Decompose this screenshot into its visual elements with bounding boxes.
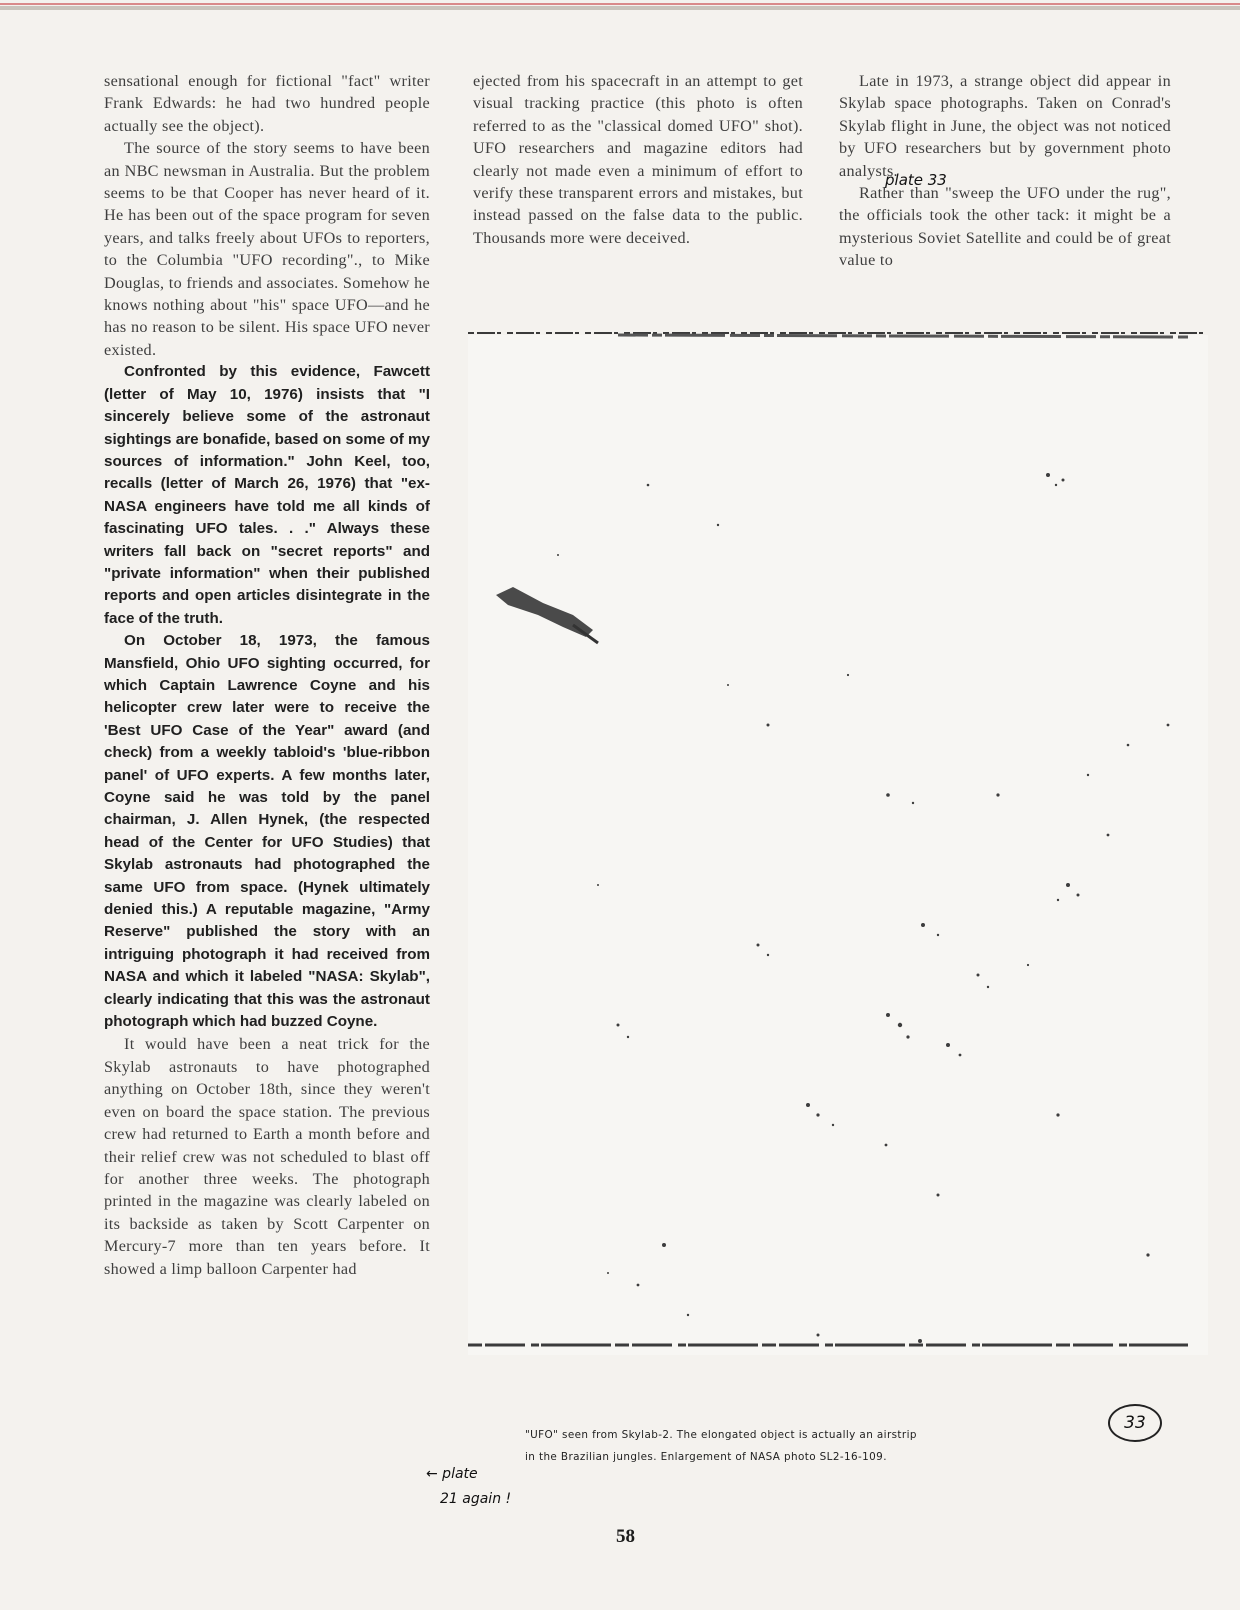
middle-paragraph-1: ejected from his spacecraft in an attempt to get visual tracking practice (this photo is often referred to as the "classical domed UFO" shot). UFO researchers and magazine editors had clearly not made even a minimum of effort to verify these transparent errors and mistakes, but instead passed on the false data to the public. Thousands more were deceived. [473,72,803,247]
left-paragraph-4: On October 18, 1973, the famous Mansfield, Ohio UFO sighting occurred, for which Captain Lawrence Coyne and his helicopter crew later were to receive the 'Best UFO Case of the Year" award (and check) from a weekly tabloid's 'blue-ribbon panel' of UFO experts. A few months later, Coyne said he was told by the panel chairman, J. Allen Hynek, (the respected head of the Center for UFO Studies) that Skylab astronauts had photographed the same UFO from space. (Hynek ultimately denied this.) A reputable magazine, "Army Reserve" published the story with an intriguing photograph it had received from NASA and which it labeled "NASA: Skylab", clearly indicating that this was the astronaut photograph which had buzzed Coyne. [104,632,430,1031]
left-paragraph-5: It would have been a neat trick for the Skylab astronauts to have photographed anything on October 18th, since they weren't even on board the space station. The previous crew had returned to Earth a month before and their relief crew was not scheduled to blast off for another three weeks. The photograph printed in the magazine was clearly labeled on its backside as taken by Scott Carpenter on Mercury-7 more than ten years before. It showed a limp balloon Carpenter had [104,1035,430,1278]
handwritten-margin-note-2: 21 again ! [440,1491,512,1507]
middle-column [473,70,803,249]
left-column [104,70,430,1280]
left-paragraph-3: Confronted by this evidence, Fawcett (letter of May 10, 1976) insists that "I sincerely believe some of the astronaut sightings are bonafide, based on some of my sources of information." John Keel, too, recalls (letter of March 26, 1976) that "ex-NASA engineers have told me all kinds of fascinating UFO tales. . ." Always these writers fall back on "secret reports" and "private information" when their published reports and open articles disintegrate in the face of the truth. [104,363,430,627]
handwritten-plate-note: plate 33 [885,171,947,189]
right-paragraph-1: Late in 1973, a strange object did appear in Skylab space photographs. Taken on Conrad's Skylab flight in June, the object was not noticed by UFO researchers but by government photo analysts. [839,72,1171,180]
handwritten-margin-note-1: ← plate [426,1466,478,1482]
caption-line-2: in the Brazilian jungles. Enlargement of NASA photo SL2-16-109. [525,1451,887,1463]
left-paragraph-2: The source of the story seems to have been an NBC newsman in Australia. But the problem seems to be that Cooper has never heard of it. He has been out of the space program for seven years, and talks freely about UFOs to reporters, to the Columbia "UFO recording"., to Mike Douglas, to friends and associates. Somehow he knows nothing about "his" space UFO—and he has no reason to be silent. His space UFO never existed. [104,139,430,359]
page-number: 58 [616,1526,635,1547]
left-paragraph-1: sensational enough for fictional "fact" writer Frank Edwards: he had two hundred people actually see the object). [104,72,430,135]
top-accent-rule [0,3,1240,5]
skylab-photo [468,325,1208,1425]
skylab-photo-icon [468,325,1208,1425]
photo-caption [525,1424,1085,1468]
caption-line-1: "UFO" seen from Skylab-2. The elongated object is actually an airstrip [525,1429,917,1441]
right-paragraph-2: Rather than "sweep the UFO under the rug", the officials took the other tack: it might be a mysterious Soviet Satellite and could be of great value to [839,184,1171,270]
top-rule [0,6,1240,10]
circled-plate-number: 33 [1108,1404,1162,1442]
